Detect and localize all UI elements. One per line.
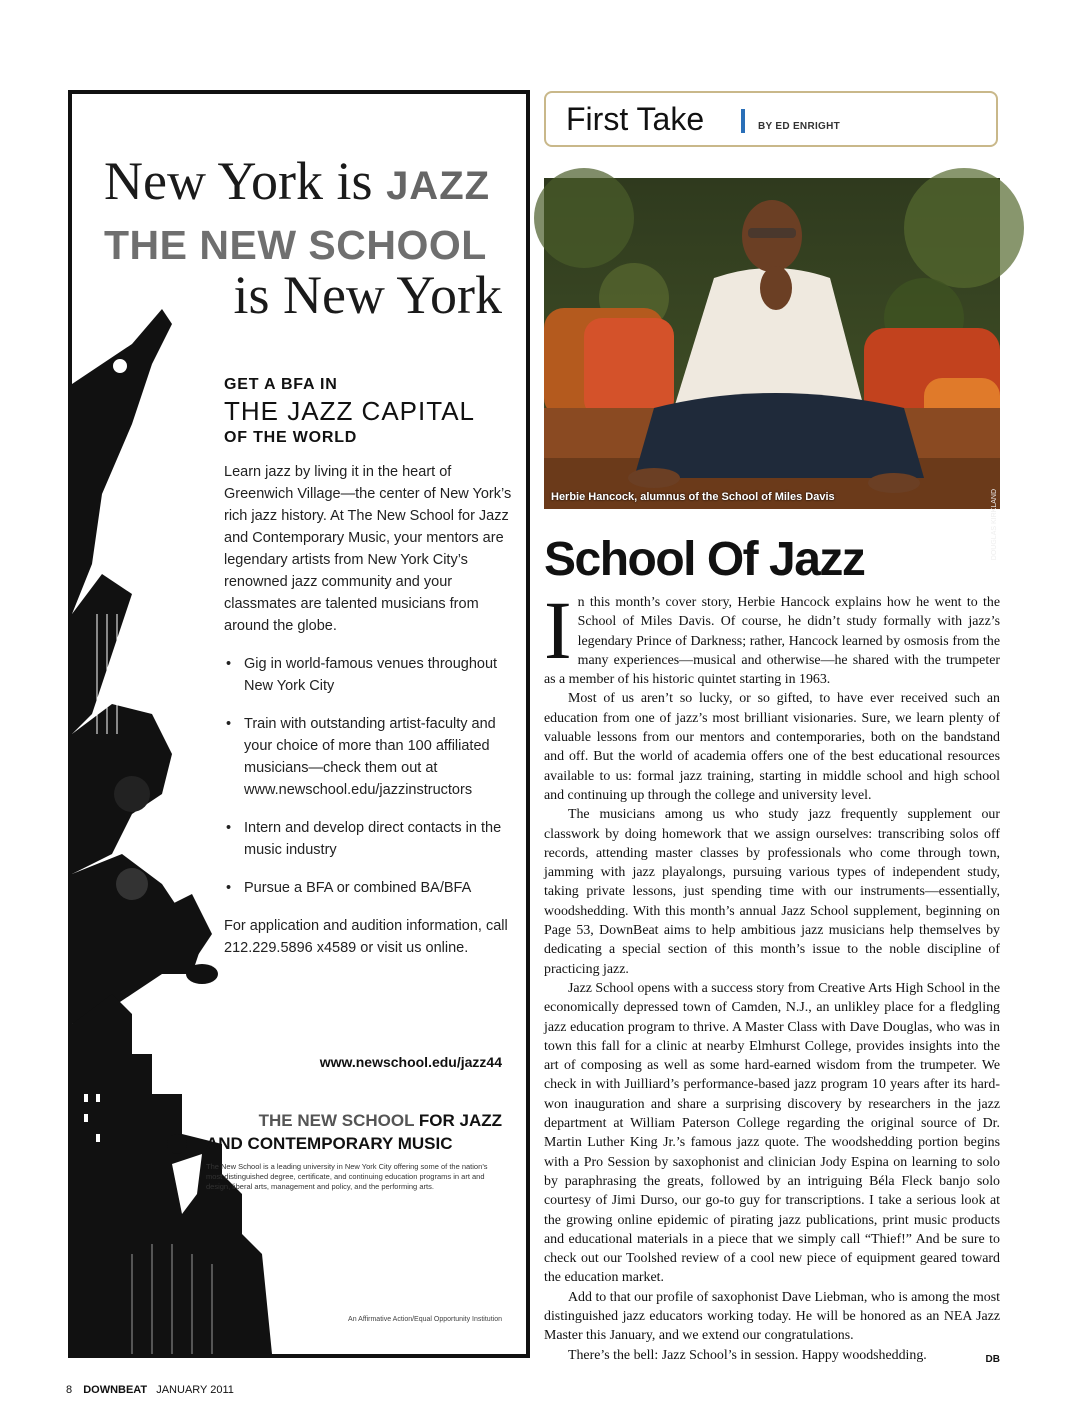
herbie-hancock-photo [544, 178, 1000, 509]
first-take-byline: BY ED ENRIGHT [758, 121, 841, 132]
ad-copy-column [224, 376, 514, 959]
ad-bullet: • Intern and develop direct contacts in the music industry [224, 817, 514, 861]
page-number: 8 [66, 1384, 73, 1396]
ad-eeo-statement: An Affirmative Action/Equal Opportunity Institution [348, 1316, 502, 1323]
article-paragraph: Most of us aren’t so lucky, or so gifted, to have ever received such an education from one of jazz’s most brilliant visionaries. Sure, we learn plenty of valuable lessons from our mentors and contemporaries, both on the bandstand and off. But the world of academia offers one of the best educational resources available to us: formal jazz training, starting in middle school and high school and continuing up through the college and university level. [544, 691, 1000, 803]
ad-school-logo-suffix: FOR JAZZ [418, 1111, 502, 1130]
ad-bfa-line1: GET A BFA IN [224, 376, 338, 393]
ad-school-logo-name: THE NEW SCHOOL [258, 1111, 415, 1130]
ad-headline-jazz: JAZZ [386, 164, 491, 208]
photo-credit: DOUGLAS KIRKLAND [991, 489, 998, 561]
ad-headline-line1-text: New York is [104, 151, 373, 211]
issue-date: JANUARY 2011 [156, 1384, 234, 1396]
ad-headline-line2: THE NEW SCHOOL [104, 222, 487, 268]
ad-intro-text: Learn jazz by living it in the heart of Greenwich Village—the center of New York’s rich jazz history. At The New School for Jazz and Contemporary Music, your mentors are legendary artists from New York City’s renowned jazz community and your classmates are talented musicians from around the globe. [224, 464, 512, 634]
article-paragraph: Add to that our profile of saxophonist Dave Liebman, who is among the most distinguished jazz educators working today. He will be honored as an NEA Jazz Master this January, and we extend our congratulations. [544, 1289, 1000, 1344]
ad-bullet: • Pursue a BFA or combined BA/BFA [224, 877, 514, 899]
ad-school-logo-line1 [259, 1111, 502, 1131]
ad-bullet-list [224, 653, 514, 899]
ad-school-logo-line2: AND CONTEMPORARY MUSIC [206, 1134, 453, 1153]
article-paragraph-text: n this month’s cover story, Herbie Hancock explains how he went to the School of Miles Davis. Of course, he didn’t study formally with jazz’s legendary Prince of Darkness; rather, Hancock learned by osmosis from the many experiences—musical and otherwise—he shared with the trumpeter as a member of his historic quintet starting in 1963. [544, 595, 1000, 688]
ad-bfa-line2: THE JAZZ CAPITAL [224, 396, 475, 426]
ad-headline-line1 [104, 152, 514, 215]
article-paragraph [544, 584, 1000, 689]
ad-bfa-line3: OF THE WORLD [224, 429, 358, 446]
ad-small-print: The New School is a leading university in New York City offering some of the nation’s most distinguished degree, certificate, and continuing education programs in art and design, liberal arts, management and policy, and the performing arts. [206, 1162, 488, 1191]
ad-bullet: • Train with outstanding artist-faculty and your choice of more than 100 affiliated musicians—check them out at www.newschool.edu/jazzinstructors [224, 713, 514, 801]
page-footer [66, 1384, 234, 1396]
advertisement [68, 90, 530, 1358]
first-take-title: First Take [566, 101, 705, 137]
article-body [544, 584, 1000, 1369]
article-paragraph-text: There’s the bell: Jazz School’s in session. Happy woodshedding. [568, 1347, 927, 1363]
magazine-name: DOWNBEAT [83, 1384, 148, 1396]
end-mark: DB [985, 1353, 1000, 1365]
drop-cap: I [544, 584, 572, 676]
article-paragraph: Jazz School opens with a success story from Creative Arts High School in the economically depressed town of Camden, N.J., an unlikley place for a fledgling jazz education program to thrive. A Master Class with Dave Douglas, who was in town this fall for a clinic at nearby Elmhurst College, provides insights into the art of composing as well as some hard-earned wisdom from the trumpeter. We check in with Juilliard’s performance-based jazz program 10 years after its hard-won inauguration and share a surprising discovery by researchers in the jazz department at William Paterson College regarding the original source of Dr. Martin Luther King Jr.’s famous jazz quote. The woodshedding portion begins with a Pro Session by saxophonist and clinician Jody Espina on learning to solo by paraphrasing the greats, followed by an intriguing Béla Fleck banjo solo courtesy of Jimi Durso, our go-to guy for transcriptions. I take a serious look at the growing online epidemic of pirating jazz publications, print music products and educational materials in a piece that we simply call “Thief!” And be sure to check out our Toolshed review of a cool new piece of equipment geared toward the education market. [544, 980, 1000, 1286]
article-headline: School Of Jazz [544, 533, 865, 586]
ad-bullet: • Gig in world-famous venues throughout New York City [224, 653, 514, 697]
photo-caption: Herbie Hancock, alumnus of the School of Miles Davis [551, 491, 835, 503]
first-take-header [544, 91, 998, 147]
ad-headline-line3: is New York [233, 265, 502, 325]
article-paragraph-last [544, 1346, 1000, 1365]
ad-contact-text: For application and audition information, call 212.229.5896 x4589 or visit us online. [224, 918, 508, 956]
first-take-divider [741, 109, 745, 133]
ad-url-link[interactable]: www.newschool.edu/jazz44 [319, 1054, 502, 1070]
article-paragraph: The musicians among us who study jazz frequently supplement our classwork by doing homework that we assign ourselves: transcribing solos off records, attending master classes by professionals who come through town, jamming with jazz playalongs, pursuing various types of independent study, taking private lessons, just spending time with our instruments—essentially, woodshedding. With this month’s annual Jazz School supplement, beginning on Page 53, DownBeat aims to help ambitious jazz musicians help themselves by dedicating a special section of this month’s issue to the noble discipline of practicing jazz. [544, 807, 1000, 977]
